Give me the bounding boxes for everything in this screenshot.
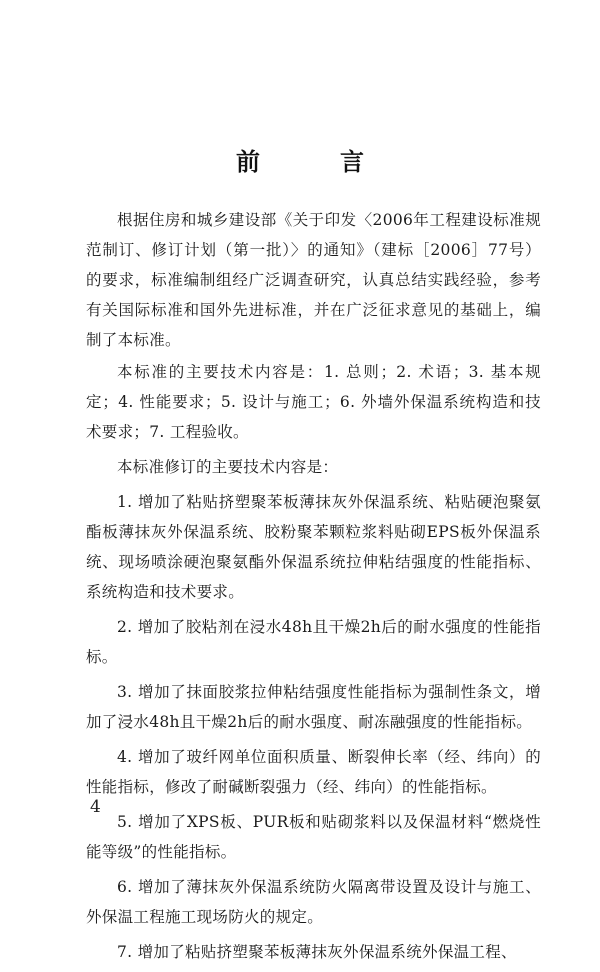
paragraph-intro: 根据住房和城乡建设部《关于印发〈2006年工程建设标准规范制订、修订计划（第一批）〉的通知》（建标［2006］77号）的要求，标准编制组经广泛调查研究，认真总结实践经验，参考有关国际标准和国外先进标准，并在广泛征求意见的基础上，编制了本标准。 (86, 211, 541, 349)
revision-item-5: 5. 增加了XPS板、PUR板和贴砌浆料以及保温材料“燃烧性能等级”的性能指标。 (86, 813, 541, 861)
paragraph-main-content: 本标准的主要技术内容是：1. 总则；2. 术语；3. 基本规定；4. 性能要求；5. 设计与施工；6. 外墙外保温系统构造和技术要求；7. 工程验收。 (86, 363, 541, 441)
revision-item-6: 6. 增加了薄抹灰外保温系统防火隔离带设置及设计与施工、外保温工程施工现场防火的规定。 (86, 878, 541, 926)
revision-item-7: 7. 增加了粘贴挤塑聚苯板薄抹灰外保温系统外保温工程、 (117, 943, 517, 961)
revision-item-1: 1. 增加了粘贴挤塑聚苯板薄抹灰外保温系统、粘贴硬泡聚氨酯板薄抹灰外保温系统、胶粉聚苯颗粒浆料贴砌EPS板外保温系统、现场喷涂硬泡聚氨酯外保温系统拉伸粘结强度的性能指标、系统构造和技术要求。 (86, 493, 541, 601)
revision-item-2: 2. 增加了胶粘剂在浸水48h且干燥2h后的耐水强度的性能指标。 (86, 618, 541, 666)
page-title: 前 言 (236, 147, 392, 176)
paragraph-revision-heading: 本标准修订的主要技术内容是： (117, 458, 339, 476)
revision-item-4: 4. 增加了玻纤网单位面积质量、断裂伸长率（经、纬向）的性能指标，修改了耐碱断裂强力（经、纬向）的性能指标。 (86, 748, 541, 796)
revision-item-3: 3. 增加了抹面胶浆拉伸粘结强度性能指标为强制性条文，增加了浸水48h且干燥2h后的耐水强度、耐冻融强度的性能指标。 (86, 683, 541, 731)
preface-body (86, 205, 541, 972)
page-number: 4 (90, 797, 101, 817)
